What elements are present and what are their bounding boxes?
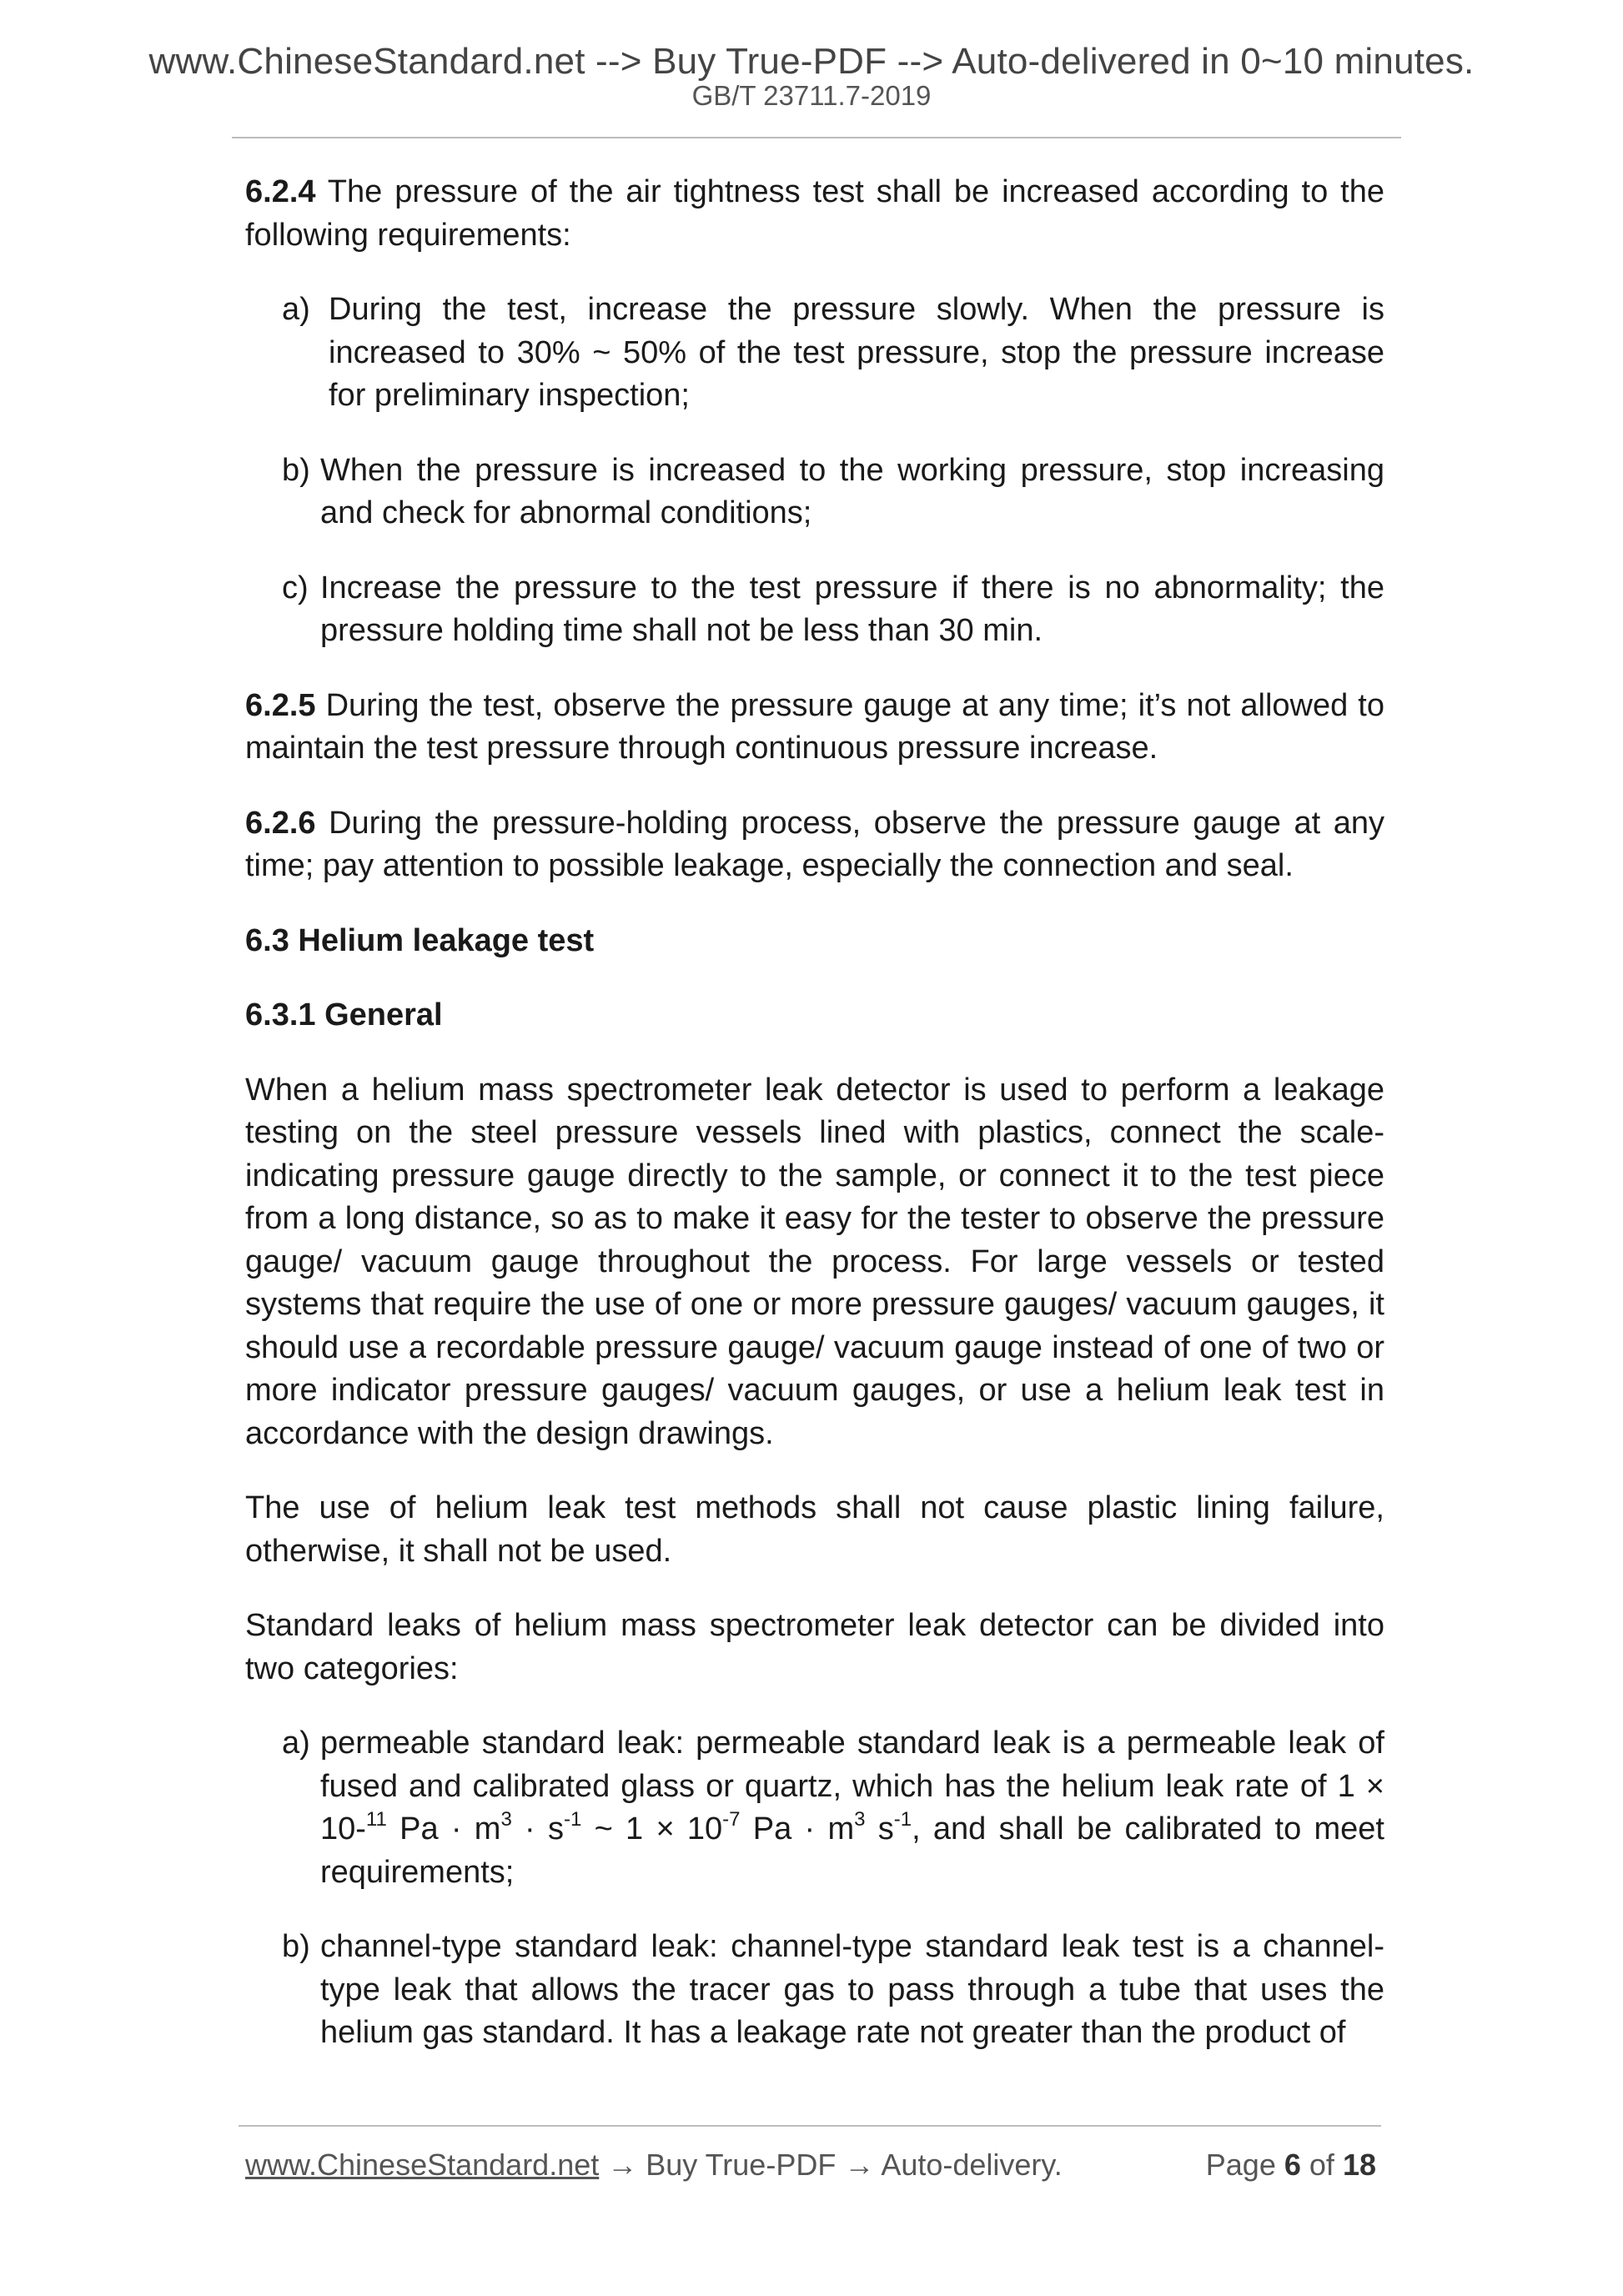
list-item — [282, 567, 1384, 653]
list-item — [282, 1926, 1384, 2055]
categories-list — [245, 1722, 1384, 2055]
page-number: 6 — [1284, 2148, 1301, 2182]
clause-6-2-5 — [245, 685, 1384, 771]
list-text: Increase the pressure to the test pressure if there is no abnormality; the pressure holding time shall not be less than 30 min. — [320, 570, 1384, 648]
exponent: 3 — [500, 1808, 512, 1831]
exponent: 3 — [854, 1808, 866, 1831]
exponent: -1 — [893, 1808, 912, 1831]
page-total: 18 — [1342, 2148, 1376, 2182]
footer-divider — [239, 2125, 1381, 2127]
header-divider — [232, 137, 1401, 138]
clause-text: During the test, observe the pressure gauge at any time; it’s not allowed to maintain the test pressure through continuous pressure increase. — [245, 687, 1384, 766]
list-text: During the test, increase the pressure slowly. When the pressure is increased to 30% ~ 50% of the test pressure, stop the pressure increase for preliminary inspection; — [329, 292, 1384, 413]
document-body — [245, 171, 1384, 2087]
paragraph: Standard leaks of helium mass spectrometer leak detector can be divided into two categories: — [245, 1608, 1384, 1686]
list-text: permeable standard leak: permeable standard leak is a permeable leak of fused and calibrated glass or quartz, which has the helium leak rate of 1 × 10-$^{11}$ $Pa \cdot m^3 \cdot s^{-1}$ ~ $1 \times 10^{-7}$ $Pa \cdot m^3$ $s^{-1}$, and shall be calibrated to meet requirements; — [320, 1726, 1384, 1890]
exponent: -7 — [722, 1808, 741, 1831]
list-item — [282, 289, 1384, 418]
page-indicator: Page 6 of 18 — [1205, 2148, 1376, 2182]
clause-text: During the pressure-holding process, observe the pressure gauge at any time; pay attention to possible leakage, especially the connection and seal. — [245, 805, 1384, 883]
exponent: -1 — [563, 1808, 582, 1831]
paragraph: The use of helium leak test methods shall not cause plastic lining failure, otherwise, it shall not be used. — [245, 1490, 1384, 1569]
list-label: a) — [282, 292, 310, 327]
paragraph: When a helium mass spectrometer leak detector is used to perform a leakage testing on the steel pressure vessels lined with plastics, connect the scale-indicating pressure gauge directly to the sample, or connect it to the test piece from a long distance, so as to make it easy for the tester to observe the pressure gauge/ vacuum gauge throughout the process. For large vessels or tested systems that require the use of one or more pressure gauges/ vacuum gauges, it should use a recordable pressure gauge/ vacuum gauge instead of one of two or more indicator pressure gauges/ vacuum gauges, or use a helium leak test in accordance with the design drawings. — [245, 1072, 1384, 1451]
list-label: b) — [282, 1929, 310, 1964]
clause-6-2-6 — [245, 802, 1384, 888]
requirements-list — [245, 289, 1384, 653]
list-label: a) — [282, 1726, 310, 1761]
section-heading-6-3-1: 6.3.1 General — [245, 997, 443, 1032]
list-item — [282, 1722, 1384, 1894]
footer-site-link[interactable]: www.ChineseStandard.net — [245, 2148, 600, 2182]
standard-code: GB/T 23711.7-2019 — [691, 80, 932, 111]
header-banner: www.ChineseStandard.net --> Buy True-PDF --> Auto-delivered in 0~10 minutes. — [148, 41, 1475, 82]
list-item — [282, 450, 1384, 535]
page-footer — [245, 2150, 1376, 2180]
list-label: b) — [282, 452, 310, 488]
exponent: 11 — [365, 1808, 387, 1831]
list-text: When the pressure is increased to the working pressure, stop increasing and check for abnormal conditions; — [320, 452, 1384, 530]
list-text: channel-type standard leak: channel-type standard leak test is a channel-type leak that allows the tracer gas to pass through a tube that uses the helium gas standard. It has a leakage rate not greater than the product of — [320, 1929, 1384, 2050]
footer-text: → Buy True-PDF → Auto-delivery. — [599, 2148, 1063, 2182]
clause-number: 6.2.4 — [245, 174, 316, 209]
clause-number: 6.2.6 — [245, 805, 316, 841]
list-label: c) — [282, 570, 309, 605]
section-heading-6-3: 6.3 Helium leakage test — [245, 922, 595, 958]
clause-6-2-4 — [245, 171, 1384, 257]
clause-text: The pressure of the air tightness test shall be increased according to the following requirements: — [245, 174, 1384, 253]
clause-number: 6.2.5 — [245, 687, 316, 723]
